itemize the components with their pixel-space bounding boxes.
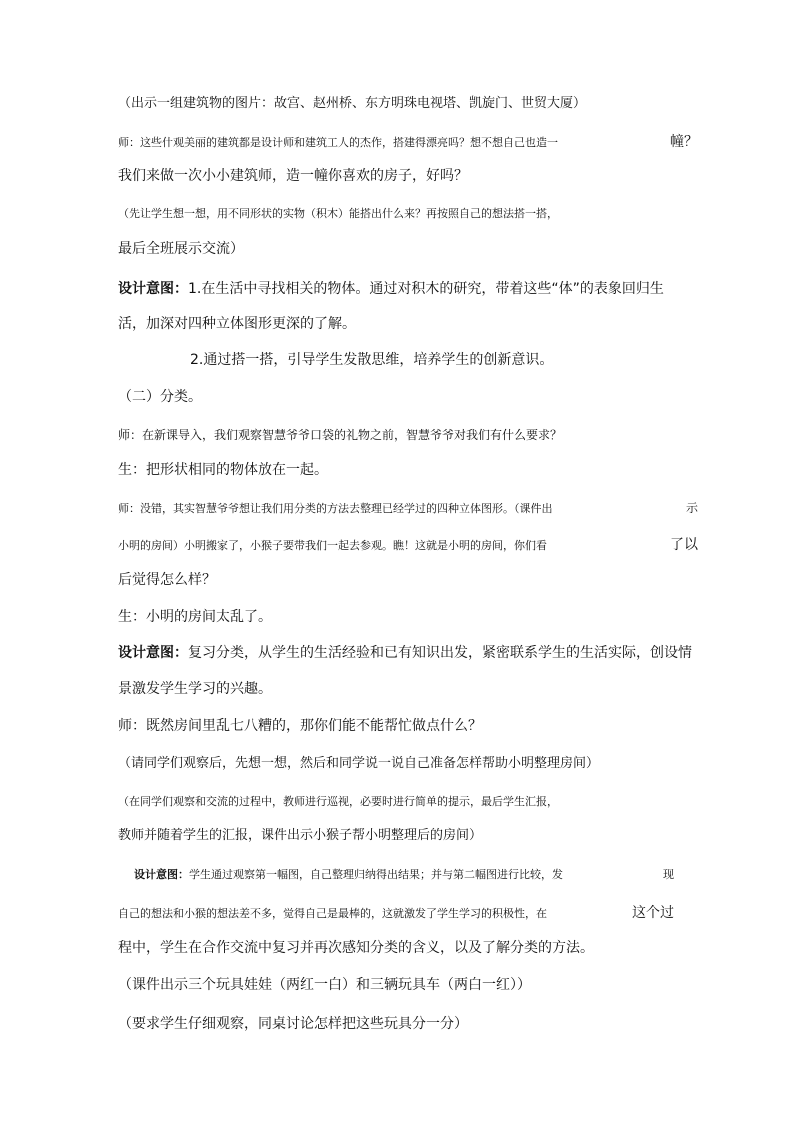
paragraph-line — [190, 352, 610, 369]
paragraph-line — [118, 940, 698, 957]
text: 这个过 — [632, 905, 674, 921]
paragraph-line — [134, 868, 674, 881]
paragraph-line — [118, 537, 698, 554]
paragraph-line — [118, 281, 698, 298]
text: 现 — [663, 868, 674, 881]
paragraph-line — [118, 828, 698, 844]
paragraph-line — [118, 462, 698, 479]
design-intent-label: 设计意图： — [118, 645, 188, 661]
paragraph-line — [118, 718, 698, 735]
text: 了以 — [670, 537, 698, 553]
text: 生：把形状相同的物体放在一起。 — [118, 462, 328, 478]
text: 学生通过观察第一幅图，自己整理归纳得出结果；并与第二幅图进行比较，发 — [189, 868, 563, 881]
text: 2.通过搭一搭，引导学生发散思维，培养学生的创新意识。 — [190, 352, 554, 368]
text: 程中，学生在合作交流中复习并再次感知分类的含义，以及了解分类的方法。 — [118, 940, 594, 956]
text: 教师并随着学生的汇报，课件出示小猴子帮小明整理后的房间） — [118, 828, 483, 843]
text: 活，加深对四种立体图形更深的了解。 — [118, 316, 356, 332]
paragraph-line — [118, 241, 698, 258]
text: （要求学生仔细观察，同桌讨论怎样把这些玩具分一分） — [118, 1016, 468, 1032]
text: 示 — [685, 501, 698, 515]
text: （请同学们观察后，先想一想，然后和同学说一说自己准备怎样帮助小明整理房间） — [118, 756, 600, 771]
text: 生：小明的房间太乱了。 — [118, 609, 272, 625]
text: 师：这些什观美丽的建筑都是设计师和建筑工人的杰作，搭建得漂亮吗？想不想自己也造一 — [118, 136, 558, 149]
paragraph-line — [118, 316, 698, 333]
text: 小明的房间）小明搬家了，小猴子要带我们一起去参观。瞧！这就是小明的房间，你们看 — [118, 539, 547, 552]
text: 后觉得怎么样？ — [118, 572, 216, 588]
paragraph-line — [118, 681, 698, 698]
text: 我们来做一次小小建筑师，造一幢你喜欢的房子，好吗？ — [118, 168, 468, 184]
design-intent-label: 设计意图： — [118, 281, 188, 297]
paragraph-line — [118, 501, 698, 515]
paragraph-line — [118, 134, 698, 151]
paragraph-line — [118, 96, 698, 112]
text: 最后全班展示交流） — [118, 241, 244, 257]
text: （出示一组建筑物的图片：故宫、赵州桥、东方明珠电视塔、凯旋门、世贸大厦） — [118, 96, 587, 111]
paragraph-line — [118, 1016, 698, 1033]
text: 师：没错，其实智慧爷爷想让我们用分类的方法去整理已经学过的四种立体图形。（课件出 — [118, 502, 553, 515]
text: （先让学生想一想，用不同形状的实物（积木）能搭出什么来？再按照自己的想法搭一搭， — [118, 207, 558, 220]
paragraph-line — [118, 168, 698, 185]
paragraph-line — [118, 609, 698, 626]
text: 师：既然房间里乱七八糟的，那你们能不能帮忙做点什么？ — [118, 718, 482, 734]
paragraph-line — [118, 977, 698, 994]
text: （课件出示三个玩具娃娃（两红一白）和三辆玩具车（两白一红）） — [118, 977, 531, 993]
paragraph-line — [118, 756, 698, 772]
text: 1.在生活中寻找相关的物体。通过对积木的研究，带着这些“体”的表象回归生 — [188, 281, 664, 297]
paragraph-line — [118, 795, 698, 808]
text: （二）分类。 — [118, 389, 202, 405]
text: 自己的想法和小猴的想法差不多，觉得自己是最棒的，这就激发了学生学习的积极性，在 — [118, 907, 547, 920]
paragraph-line — [118, 389, 698, 406]
text: 景激发学生学习的兴趣。 — [118, 681, 272, 697]
paragraph-line — [118, 428, 698, 442]
paragraph-line — [118, 207, 698, 220]
text: 复习分类，从学生的生活经验和已有知识出发，紧密联系学生的生活实际，创设情 — [188, 645, 692, 661]
text: 幢？ — [670, 134, 698, 150]
text: （在同学们观察和交流的过程中，教师进行巡视，必要时进行简单的提示，最后学生汇报， — [118, 795, 558, 808]
paragraph-line — [118, 572, 698, 589]
design-intent-label: 设计意图： — [134, 868, 189, 881]
text: 师：在新课导入，我们观察智慧爷爷口袋的礼物之前，智慧爷爷对我们有什么要求？ — [118, 428, 563, 442]
paragraph-line — [118, 645, 698, 662]
paragraph-line — [118, 905, 674, 922]
